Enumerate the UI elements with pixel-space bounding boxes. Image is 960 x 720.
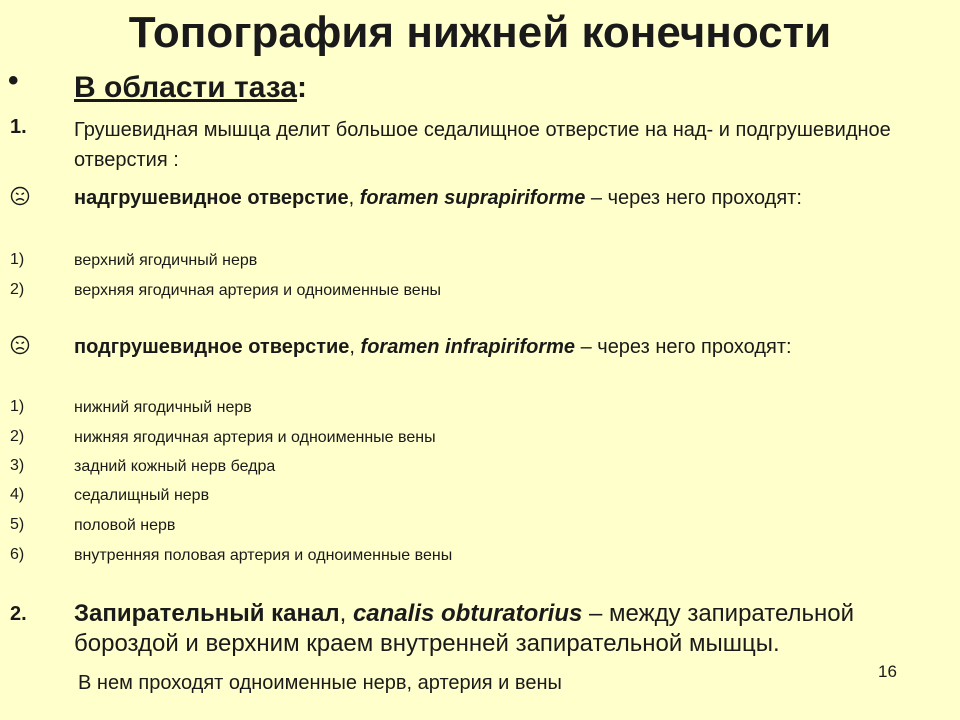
infra-item-6-marker: 6) (10, 546, 25, 563)
section-heading (74, 70, 944, 106)
supra-item-1: верхний ягодичный нерв (74, 252, 258, 269)
item1-text: Грушевидная мышца делит большое седалищное отверстие на над- и подгрушевидное отверстия : (74, 119, 891, 171)
frown-face-icon (10, 186, 30, 212)
supra-item-2-marker: 2) (10, 281, 25, 298)
supra-name: надгрушевидное отверстие (74, 187, 349, 209)
supra-comma: , (348, 187, 360, 209)
infra-item-2-marker: 2) (10, 428, 25, 445)
frown-face-icon (10, 335, 30, 361)
item2-comma: , (339, 600, 353, 627)
section-heading-text: В области таза (74, 71, 297, 104)
infra-item-6: внутренняя половая артерия и одноименные вены (74, 547, 453, 564)
infra-item-4-marker: 4) (10, 486, 25, 503)
bullet-dot: • (8, 64, 19, 97)
supra-heading (74, 183, 944, 213)
infra-item-3: задний кожный нерв бедра (74, 458, 276, 475)
infra-item-1: нижний ягодичный нерв (74, 399, 252, 416)
infra-item-1-marker: 1) (10, 398, 25, 415)
infra-item-4: седалищный нерв (74, 487, 210, 504)
infra-item-5: половой нерв (74, 517, 176, 534)
item2-note: В нем проходят одноименные нерв, артерия и вены (78, 672, 562, 694)
item2-marker: 2. (10, 603, 27, 625)
supra-rest: – через него проходят: (585, 187, 802, 209)
item1-marker: 1. (10, 116, 27, 138)
item2-text (74, 599, 950, 659)
infra-comma: , (349, 336, 361, 358)
infra-name: подгрушевидное отверстие (74, 336, 350, 358)
supra-latin: foramen suprapiriforme (359, 187, 586, 209)
infra-item-2: нижняя ягодичная артерия и одноименные вены (74, 429, 436, 446)
page-number: 16 (878, 662, 897, 681)
item2-rest: – между запирательной бороздой и верхним краем внутренней запирательной мышцы. (74, 600, 855, 657)
slide-title: Топография нижней конечности (128, 8, 832, 57)
infra-rest: – через него проходят: (575, 336, 792, 358)
infra-heading (74, 332, 944, 362)
item2-name: Запирательный канал (74, 600, 340, 627)
supra-item-1-marker: 1) (10, 251, 25, 268)
infra-item-5-marker: 5) (10, 516, 25, 533)
infra-item-3-marker: 3) (10, 457, 25, 474)
infra-latin: foramen infrapiriforme (360, 336, 576, 358)
section-heading-colon: : (296, 71, 307, 104)
supra-item-2: верхняя ягодичная артерия и одноименные вены (74, 282, 442, 299)
item2-latin: canalis obturatorius (352, 600, 583, 627)
